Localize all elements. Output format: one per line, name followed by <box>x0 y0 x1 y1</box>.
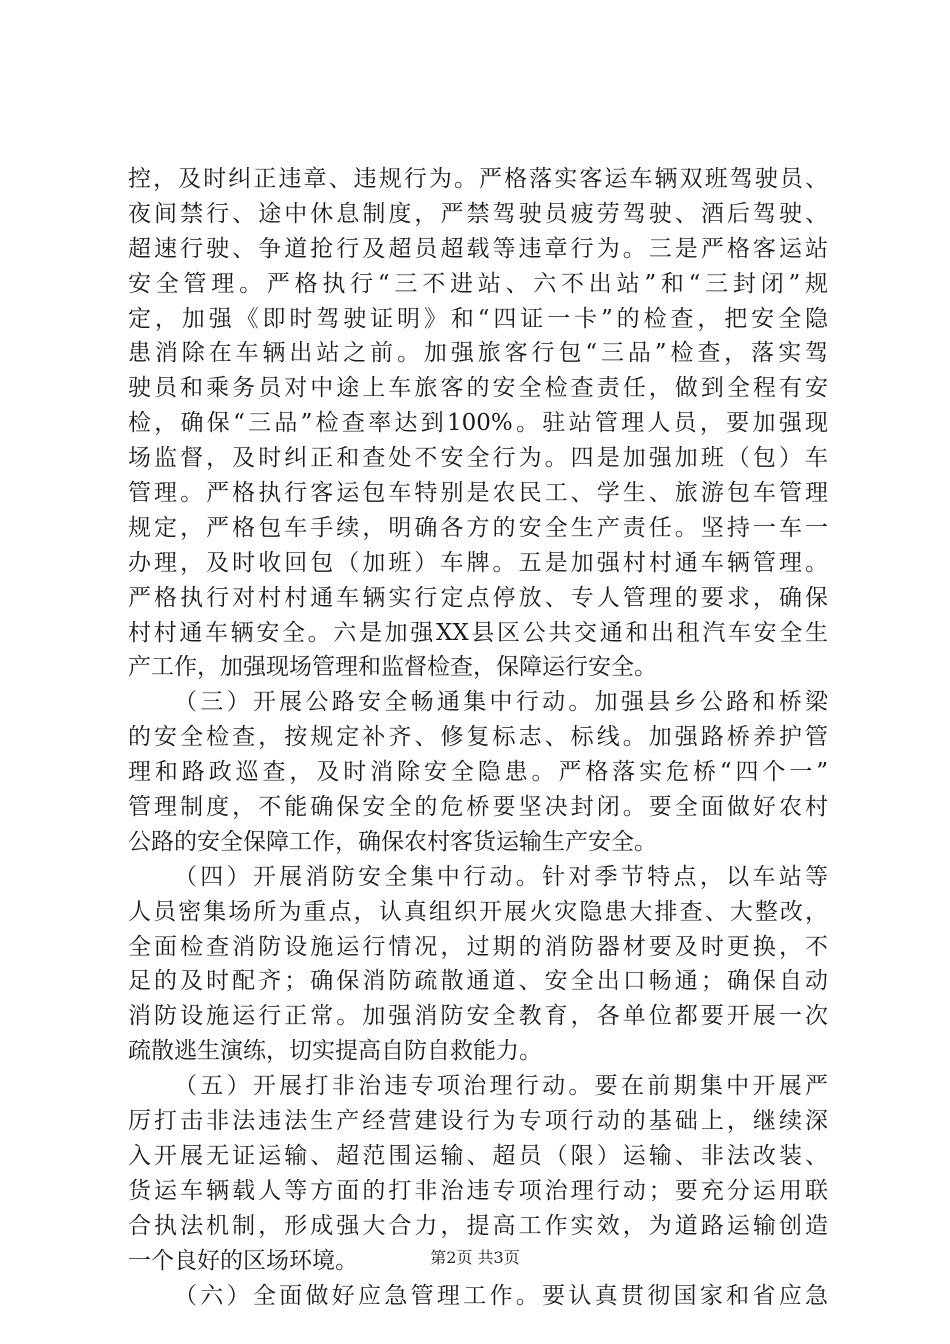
text-line: 定，加强《即时驾驶证明》和“四证一卡”的检查，把安全隐 <box>128 305 828 332</box>
text-line: （五）开展打非治违专项治理行动。要在前期集中开展严 <box>174 1073 828 1100</box>
text-line: 入开展无证运输、超范围运输、超员（限）运输、非法改装、 <box>128 1142 828 1169</box>
text-line: 控，及时纠正违章、违规行为。严格落实客运车辆双班驾驶员、 <box>128 166 828 192</box>
text-line: （三）开展公路安全畅通集中行动。加强县乡公路和桥梁 <box>174 689 828 716</box>
text-line: 疏散逃生演练，切实提高自防自救能力。 <box>128 1038 542 1065</box>
text-line: 超速行驶、争道抢行及超员超载等违章行为。三是严格客运站 <box>128 235 828 262</box>
text-line: 管理。严格执行客运包车特别是农民工、学生、旅游包车管理 <box>128 480 828 507</box>
text-line: 场监督，及时纠正和查处不安全行为。四是加强加班（包）车 <box>128 445 828 472</box>
text-line: 公路的安全保障工作，确保农村客货运输生产安全。 <box>128 828 657 855</box>
text-line: 严格执行对村村通车辆实行定点停放、专人管理的要求，确保 <box>128 584 828 611</box>
document-body <box>128 162 828 1313</box>
text-line: 全面检查消防设施运行情况，过期的消防器材要及时更换，不 <box>128 933 828 960</box>
text-line: 消防设施运行正常。加强消防安全教育，各单位都要开展一次 <box>128 1003 828 1030</box>
text-line: （六）全面做好应急管理工作。要认真贯彻国家和省应急 <box>174 1282 828 1309</box>
text-line: 夜间禁行、途中休息制度，严禁驾驶员疲劳驾驶、酒后驾驶、 <box>128 200 828 227</box>
text-line: 合执法机制，形成强大合力，提高工作实效，为道路运输创造 <box>128 1212 828 1239</box>
text-line: 厉打击非法违法生产经营建设行为专项行动的基础上，继续深 <box>128 1108 828 1135</box>
text-line: 驶员和乘务员对中途上车旅客的安全检查责任，做到全程有安 <box>128 375 828 402</box>
text-line: 检，确保“三品”检查率达到100%。驻站管理人员，要加强现 <box>128 410 828 437</box>
text-line: （四）开展消防安全集中行动。针对季节特点，以车站等 <box>174 863 828 890</box>
text-line: 产工作，加强现场管理和监督检查，保障运行安全。 <box>128 654 657 681</box>
page-footer: 第2页 共3页 <box>430 1248 520 1267</box>
text-line: 人员密集场所为重点，认真组织开展火灾隐患大排查、大整改， <box>128 898 828 925</box>
text-line: 办理，及时收回包（加班）车牌。五是加强村村通车辆管理。 <box>128 549 828 576</box>
text-line: 规定，严格包车手续，明确各方的安全生产责任。坚持一车一 <box>128 514 828 541</box>
text-line: 的安全检查，按规定补齐、修复标志、标线。加强路桥养护管 <box>128 724 828 751</box>
text-line: 患消除在车辆出站之前。加强旅客行包“三品”检查，落实驾 <box>128 340 828 367</box>
text-line: 安全管理。严格执行“三不进站、六不出站”和“三封闭”规 <box>128 270 828 297</box>
text-line: 管理制度，不能确保安全的危桥要坚决封闭。要全面做好农村 <box>128 794 828 821</box>
text-line: 足的及时配齐；确保消防疏散通道、安全出口畅通；确保自动 <box>128 968 828 995</box>
text-line: 理和路政巡查，及时消除安全隐患。严格落实危桥“四个一” <box>128 759 828 786</box>
text-line: 货运车辆载人等方面的打非治违专项治理行动；要充分运用联 <box>128 1177 828 1204</box>
text-line: 一个良好的区场环境。 <box>128 1247 358 1274</box>
text-line: 村村通车辆安全。六是加强XX县区公共交通和出租汽车安全生 <box>128 619 828 646</box>
